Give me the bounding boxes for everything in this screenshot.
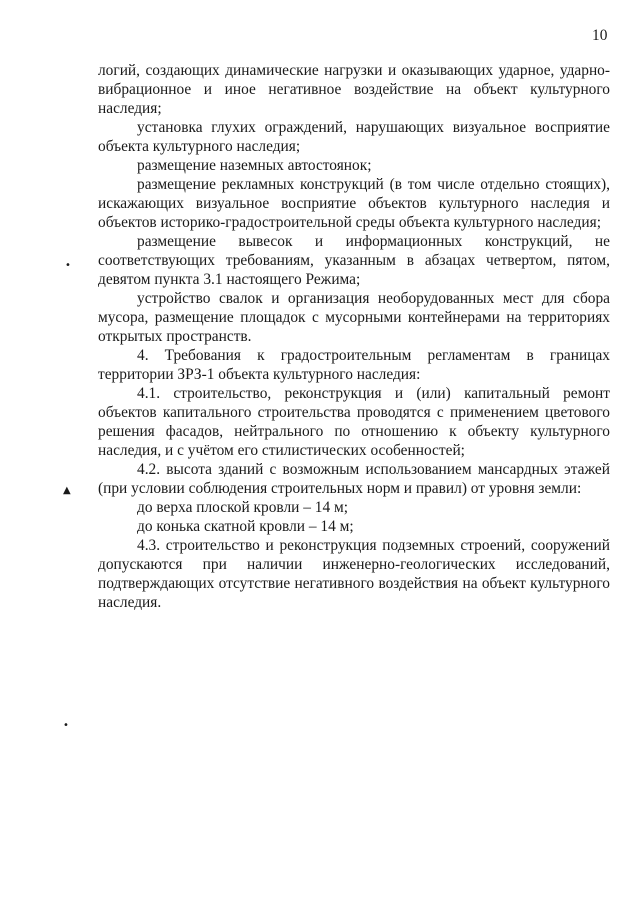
scan-speck: ▲ bbox=[63, 485, 71, 496]
paragraph: 4.2. высота зданий с возможным использованием мансардных этажей (при условии соблюдения строительных норм и правил) от уровня земли: bbox=[98, 461, 610, 497]
paragraph: установка глухих ограждений, нарушающих визуальное восприятие объекта культурного наследия; bbox=[98, 119, 610, 155]
paragraph: до верха плоской кровли – 14 м; bbox=[137, 499, 349, 516]
paragraph: 4.3. строительство и реконструкция подземных строений, сооружений допускаются при наличии инженерно-геологических исследований, подтверждающих отсутствие негативного воздействия на объект культурного наследия. bbox=[98, 537, 610, 611]
paragraph: логий, создающих динамические нагрузки и оказывающих ударное, ударно-вибрационное и иное негативное воздействие на объект культурного наследия; bbox=[98, 62, 610, 117]
paragraph: размещение рекламных конструкций (в том числе отдельно стоящих), искажающих визуальное восприятие объектов культурного наследия и объектов историко-градостроительной среды объекта культурного наследия; bbox=[98, 176, 610, 231]
document-body bbox=[98, 61, 610, 612]
paragraph: до конька скатной кровли – 14 м; bbox=[137, 518, 354, 535]
paragraph: размещение наземных автостоянок; bbox=[137, 157, 372, 174]
paragraph: устройство свалок и организация необорудованных мест для сбора мусора, размещение площадок с мусорными контейнерами на территориях открытых пространств. bbox=[98, 290, 610, 345]
paragraph: 4. Требования к градостроительным регламентам в границах территории ЗРЗ-1 объекта культурного наследия: bbox=[98, 347, 610, 383]
scan-speck: • bbox=[63, 720, 69, 731]
page-number: 10 bbox=[592, 27, 608, 44]
paragraph: 4.1. строительство, реконструкция и (или) капитальный ремонт объектов капитального строительства проводятся с применением цветового решения фасадов, нейтрального по отношению к объекту культурного наследия, и с учётом его стилистических особенностей; bbox=[98, 385, 610, 459]
paragraph: размещение вывесок и информационных конструкций, не соответствующих требованиям, указанным в абзацах четвертом, пятом, девятом пункта 3.1 настоящего Режима; bbox=[98, 233, 610, 288]
scan-speck: • bbox=[65, 260, 71, 271]
